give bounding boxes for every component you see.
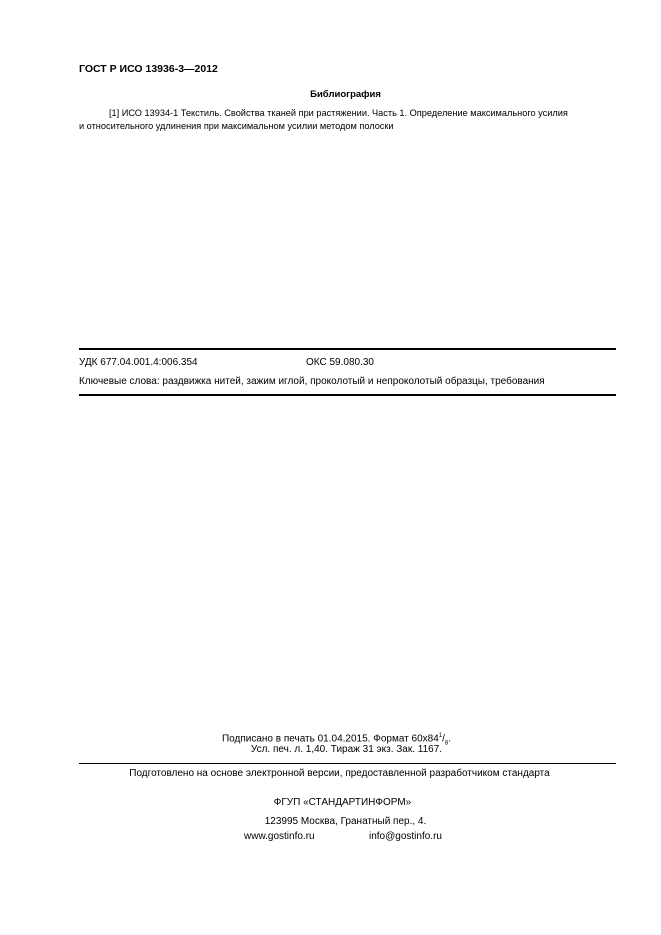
publisher-name: ФГУП «СТАНДАРТИНФОРМ» bbox=[273, 797, 412, 808]
imprint-signed: Подписано в печать 01.04.2015. Формат 60х84 bbox=[221, 733, 439, 745]
standard-code: ГОСТ Р ИСО 13936-3—2012 bbox=[79, 63, 218, 75]
divider-imprint bbox=[79, 763, 616, 764]
bibliography-entry-line1: [1] ИСО 13934-1 Текстиль. Свойства тканей при растяжении. Часть 1. Определение максимального усилия bbox=[109, 108, 568, 118]
prepared-note: Подготовлено на основе электронной версии, предоставленной разработчиком стандарта bbox=[129, 768, 550, 779]
imprint-line2: Усл. печ. л. 1,40. Тираж 31 экз. Зак. 1167. bbox=[250, 744, 443, 755]
oks-code: ОКС 59.080.30 bbox=[306, 357, 374, 368]
udk-code: УДК 677.04.001.4:006.354 bbox=[79, 357, 198, 368]
publisher-website-link[interactable]: www.gostinfo.ru bbox=[244, 831, 315, 842]
imprint-line1: Подписано в печать 01.04.2015. Формат $60х84^1/_8$. bbox=[221, 733, 452, 747]
bibliography-entry bbox=[79, 107, 619, 132]
imprint-suffix: . bbox=[448, 733, 452, 745]
divider-top bbox=[79, 348, 616, 350]
keywords: Ключевые слова: раздвижка нитей, зажим иглой, проколотый и непроколотый образцы, требования bbox=[79, 376, 545, 387]
bibliography-entry-line2: и относительного удлинения при максимальном усилии методом полоски bbox=[79, 120, 394, 131]
format-numerator: 1 bbox=[438, 733, 443, 739]
publisher-email-link[interactable]: info@gostinfo.ru bbox=[369, 831, 442, 842]
bibliography-title: Библиография bbox=[310, 89, 381, 100]
publisher-address: 123995 Москва, Гранатный пер., 4. bbox=[264, 816, 427, 827]
format-denominator: 8 bbox=[444, 740, 449, 747]
divider-bottom bbox=[79, 394, 616, 396]
